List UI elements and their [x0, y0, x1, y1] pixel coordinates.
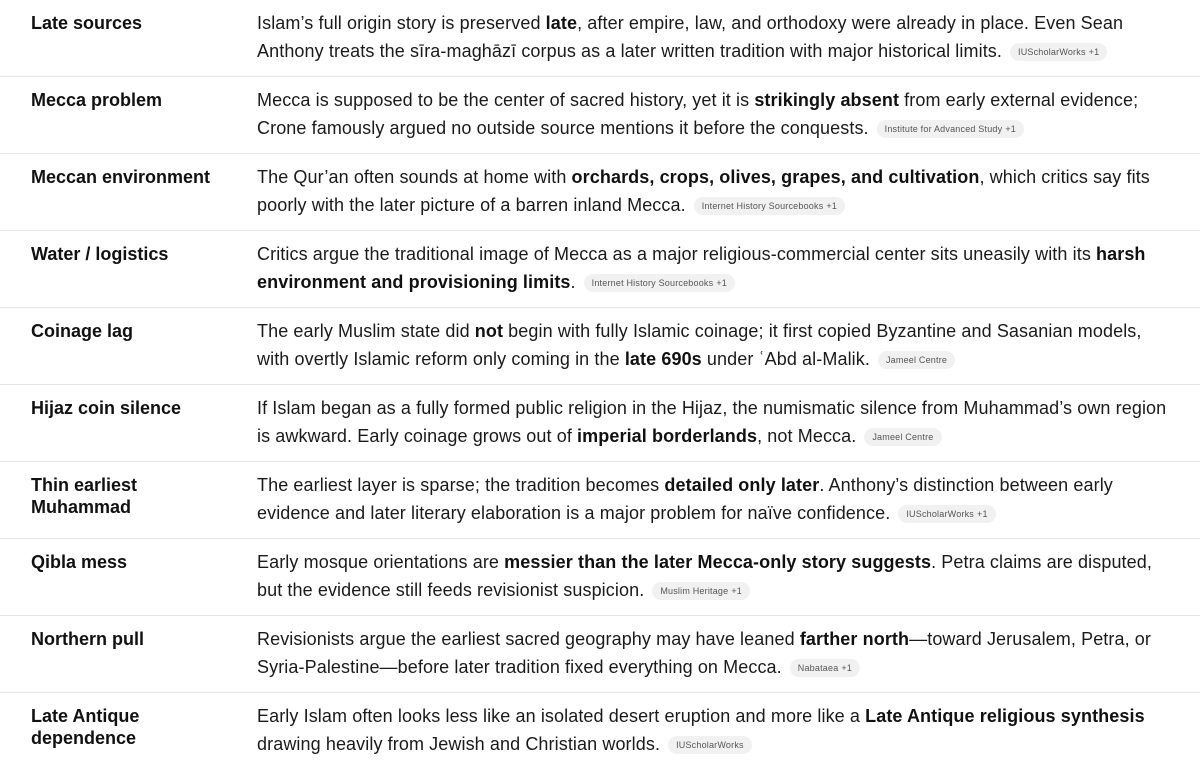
table-row: [0, 308, 1200, 385]
table-row: [0, 385, 1200, 462]
table-row: [0, 462, 1200, 539]
row-label: Coinage lag: [31, 321, 134, 341]
emphasis-text: orchards, crops, olives, grapes, and cultivation: [571, 167, 980, 187]
citation-source: Internet History Sourcebooks: [701, 201, 824, 211]
citation-more-count: +1: [841, 663, 853, 673]
citation-source: Muslim Heritage: [660, 586, 729, 596]
citation-chip[interactable]: [694, 197, 845, 215]
description-text: . Petra claims are disputed, but the evidence still feeds revisionist suspicion.: [257, 552, 1152, 600]
description-text: Early mosque orientations are: [257, 552, 505, 572]
citation-more-count: +1: [1005, 124, 1016, 134]
table-row: [0, 77, 1200, 154]
row-description: [257, 240, 1172, 296]
description-text: Revisionists argue the earliest sacred geography may have leaned: [257, 629, 800, 649]
citation-chip[interactable]: [668, 736, 752, 754]
description-text: Mecca is supposed to be the center of sacred history, yet it is: [257, 90, 755, 110]
row-description: [257, 317, 1172, 373]
citation-more-count: +1: [826, 201, 838, 211]
description-text: Critics argue the traditional image of Mecca as a major religious-commercial center sits uneasily with its: [257, 244, 1097, 264]
row-label: Water / logistics: [31, 244, 169, 264]
citation-chip[interactable]: [584, 274, 735, 292]
emphasis-text: messier than the later Mecca-only story suggests: [504, 552, 932, 572]
description-text: drawing heavily from Jewish and Christian worlds.: [257, 734, 661, 754]
description-text: Early Islam often looks less like an isolated desert eruption and more like a: [257, 706, 866, 726]
emphasis-text: harsh environment and provisioning limits: [257, 244, 1146, 292]
emphasis-text: late: [545, 13, 578, 33]
table-row: [0, 231, 1200, 308]
citation-more-count: +1: [716, 278, 727, 288]
citation-chip[interactable]: [877, 120, 1024, 138]
description-text: The Qur’an often sounds at home with: [257, 167, 572, 187]
table-row: [0, 0, 1200, 77]
citation-source: Jameel Centre: [885, 355, 948, 365]
citation-more-count: +1: [731, 586, 743, 596]
description-text: The earliest layer is sparse; the tradition becomes: [257, 475, 665, 495]
citation-chip[interactable]: [864, 428, 941, 446]
row-label: Qibla mess: [31, 552, 128, 572]
emphasis-text: not: [474, 321, 504, 341]
description-text: —toward Jerusalem, Petra, or Syria-Palestine—before later tradition fixed everything on Mecca.: [257, 629, 1152, 677]
row-label: Northern pull: [31, 629, 144, 649]
emphasis-text: late 690s: [624, 349, 702, 369]
description-text: .: [570, 272, 576, 292]
citation-chip[interactable]: [878, 351, 955, 369]
citation-chip[interactable]: [1010, 43, 1107, 61]
emphasis-text: imperial borderlands: [577, 426, 758, 446]
description-text: begin with fully Islamic coinage; it first copied Byzantine and Sasanian models, with overtly Islamic reform only coming in the: [257, 321, 1142, 369]
row-description: [257, 625, 1172, 681]
row-label: Thin earliest Muhammad: [31, 475, 138, 517]
description-text: Islam’s full origin story is preserved: [257, 13, 546, 33]
emphasis-text: farther north: [799, 629, 910, 649]
row-description: [257, 9, 1172, 65]
table-row: [0, 539, 1200, 616]
citation-chip[interactable]: [898, 505, 995, 523]
description-text: . Anthony’s distinction between early evidence and later literary elaboration is a major problem for naïve confidence.: [257, 475, 1113, 523]
citation-source: Jameel Centre: [872, 432, 934, 442]
row-description: [257, 702, 1172, 758]
description-text: from early external evidence; Crone famously argued no outside source mentions it before the conquests.: [257, 90, 1139, 138]
description-text: The early Muslim state did: [257, 321, 475, 341]
citation-source: Institute for Advanced Study: [884, 124, 1003, 134]
row-description: [257, 471, 1172, 527]
table-row: [0, 154, 1200, 231]
citation-source: IUScholarWorks: [676, 740, 744, 750]
emphasis-text: strikingly absent: [754, 90, 900, 110]
row-description: [257, 86, 1172, 142]
citation-chip[interactable]: [652, 582, 750, 600]
emphasis-text: Late Antique religious synthesis: [865, 706, 1145, 726]
row-description: [257, 163, 1172, 219]
row-description: [257, 548, 1172, 604]
row-label: Meccan environment: [31, 167, 211, 187]
citation-chip[interactable]: [790, 659, 860, 677]
row-label: Mecca problem: [31, 90, 163, 110]
citation-source: IUScholarWorks: [906, 509, 974, 519]
row-label: Late sources: [31, 13, 143, 33]
description-text: , after empire, law, and orthodoxy were already in place. Even Sean Anthony treats the sīra-maghāzī corpus as a later written tradition with major historical limits.: [257, 13, 1124, 61]
table-row: [0, 616, 1200, 693]
row-description: [257, 394, 1172, 450]
table-row: [0, 693, 1200, 770]
description-text: under ʿAbd al-Malik.: [701, 349, 870, 369]
citation-more-count: +1: [1088, 47, 1100, 57]
citation-source: IUScholarWorks: [1018, 47, 1086, 57]
citation-more-count: +1: [977, 509, 988, 519]
row-label: Late Antique dependence: [31, 706, 140, 748]
citation-source: Internet History Sourcebooks: [591, 278, 714, 288]
row-label: Hijaz coin silence: [31, 398, 182, 418]
description-text: , which critics say fits poorly with the later picture of a barren inland Mecca.: [257, 167, 1150, 215]
citation-source: Nabataea: [797, 663, 839, 673]
description-text: If Islam began as a fully formed public religion in the Hijaz, the numismatic silence from Muhammad’s own region is awkward. Early coinage grows out of: [257, 398, 1167, 446]
description-text: , not Mecca.: [757, 426, 857, 446]
emphasis-text: detailed only later: [664, 475, 820, 495]
